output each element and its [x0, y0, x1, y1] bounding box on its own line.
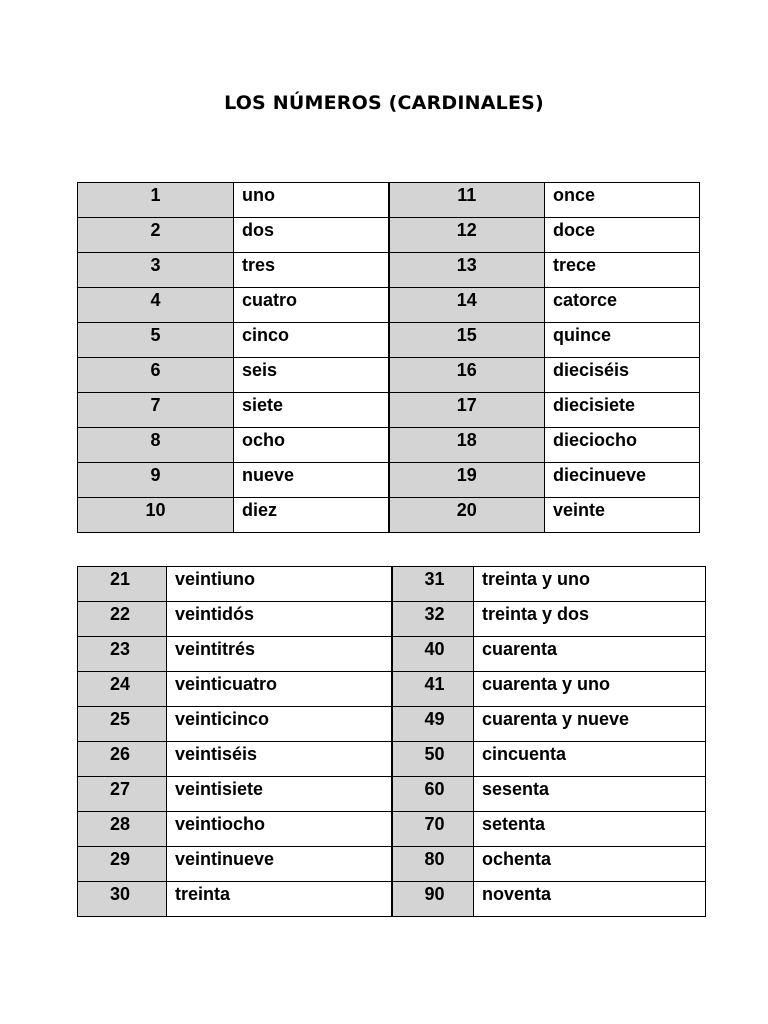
number-cell: 4	[78, 288, 234, 323]
number-cell: 20	[389, 498, 545, 533]
number-cell: 70	[392, 812, 474, 847]
word-cell: veintidós	[167, 602, 392, 637]
table-row	[78, 602, 706, 637]
number-cell: 10	[78, 498, 234, 533]
number-cell: 22	[78, 602, 167, 637]
table-row	[78, 707, 706, 742]
table-row	[78, 358, 700, 393]
word-cell: tres	[234, 253, 389, 288]
word-cell: cuatro	[234, 288, 389, 323]
table-row	[78, 218, 700, 253]
number-cell: 40	[392, 637, 474, 672]
number-cell: 50	[392, 742, 474, 777]
number-cell: 19	[389, 463, 545, 498]
number-cell: 25	[78, 707, 167, 742]
word-cell: veintisiete	[167, 777, 392, 812]
word-cell: dieciséis	[545, 358, 700, 393]
table-row	[78, 183, 700, 218]
table-row	[78, 567, 706, 602]
word-cell: cinco	[234, 323, 389, 358]
number-cell: 90	[392, 882, 474, 917]
word-cell: trece	[545, 253, 700, 288]
word-cell: veintiocho	[167, 812, 392, 847]
number-cell: 12	[389, 218, 545, 253]
table-row	[78, 812, 706, 847]
word-cell: diecinueve	[545, 463, 700, 498]
number-cell: 60	[392, 777, 474, 812]
table-row	[78, 253, 700, 288]
number-cell: 41	[392, 672, 474, 707]
word-cell: treinta y uno	[474, 567, 706, 602]
number-cell: 21	[78, 567, 167, 602]
table-row	[78, 393, 700, 428]
number-cell: 31	[392, 567, 474, 602]
table-row	[78, 288, 700, 323]
word-cell: nueve	[234, 463, 389, 498]
word-cell: siete	[234, 393, 389, 428]
number-cell: 2	[78, 218, 234, 253]
number-cell: 29	[78, 847, 167, 882]
word-cell: cuarenta y uno	[474, 672, 706, 707]
number-cell: 28	[78, 812, 167, 847]
number-cell: 32	[392, 602, 474, 637]
word-cell: sesenta	[474, 777, 706, 812]
number-cell: 8	[78, 428, 234, 463]
word-cell: ocho	[234, 428, 389, 463]
word-cell: dieciocho	[545, 428, 700, 463]
numbers-table-21-90	[77, 566, 706, 917]
word-cell: doce	[545, 218, 700, 253]
number-cell: 5	[78, 323, 234, 358]
table-row	[78, 323, 700, 358]
number-cell: 80	[392, 847, 474, 882]
number-cell: 27	[78, 777, 167, 812]
number-cell: 24	[78, 672, 167, 707]
word-cell: cincuenta	[474, 742, 706, 777]
number-cell: 16	[389, 358, 545, 393]
table-row	[78, 672, 706, 707]
number-cell: 17	[389, 393, 545, 428]
table-row	[78, 777, 706, 812]
number-cell: 26	[78, 742, 167, 777]
table-row	[78, 847, 706, 882]
table-row	[78, 428, 700, 463]
table-row	[78, 463, 700, 498]
number-cell: 1	[78, 183, 234, 218]
word-cell: catorce	[545, 288, 700, 323]
number-cell: 7	[78, 393, 234, 428]
number-cell: 11	[389, 183, 545, 218]
word-cell: quince	[545, 323, 700, 358]
number-cell: 18	[389, 428, 545, 463]
table-row	[78, 882, 706, 917]
word-cell: once	[545, 183, 700, 218]
word-cell: dos	[234, 218, 389, 253]
word-cell: veintitrés	[167, 637, 392, 672]
word-cell: treinta y dos	[474, 602, 706, 637]
number-cell: 15	[389, 323, 545, 358]
word-cell: veintinueve	[167, 847, 392, 882]
word-cell: seis	[234, 358, 389, 393]
word-cell: setenta	[474, 812, 706, 847]
word-cell: treinta	[167, 882, 392, 917]
number-cell: 49	[392, 707, 474, 742]
word-cell: diez	[234, 498, 389, 533]
word-cell: veinte	[545, 498, 700, 533]
table-row	[78, 742, 706, 777]
word-cell: uno	[234, 183, 389, 218]
number-cell: 3	[78, 253, 234, 288]
word-cell: diecisiete	[545, 393, 700, 428]
number-cell: 23	[78, 637, 167, 672]
table-row	[78, 498, 700, 533]
word-cell: veintiuno	[167, 567, 392, 602]
number-cell: 13	[389, 253, 545, 288]
word-cell: ochenta	[474, 847, 706, 882]
word-cell: cuarenta	[474, 637, 706, 672]
number-cell: 6	[78, 358, 234, 393]
number-cell: 9	[78, 463, 234, 498]
table-row	[78, 637, 706, 672]
numbers-table-1-20	[77, 182, 700, 533]
number-cell: 14	[389, 288, 545, 323]
word-cell: veintiséis	[167, 742, 392, 777]
number-cell: 30	[78, 882, 167, 917]
word-cell: veinticuatro	[167, 672, 392, 707]
word-cell: cuarenta y nueve	[474, 707, 706, 742]
word-cell: veinticinco	[167, 707, 392, 742]
word-cell: noventa	[474, 882, 706, 917]
page-title: LOS NÚMEROS (CARDINALES)	[224, 92, 544, 114]
